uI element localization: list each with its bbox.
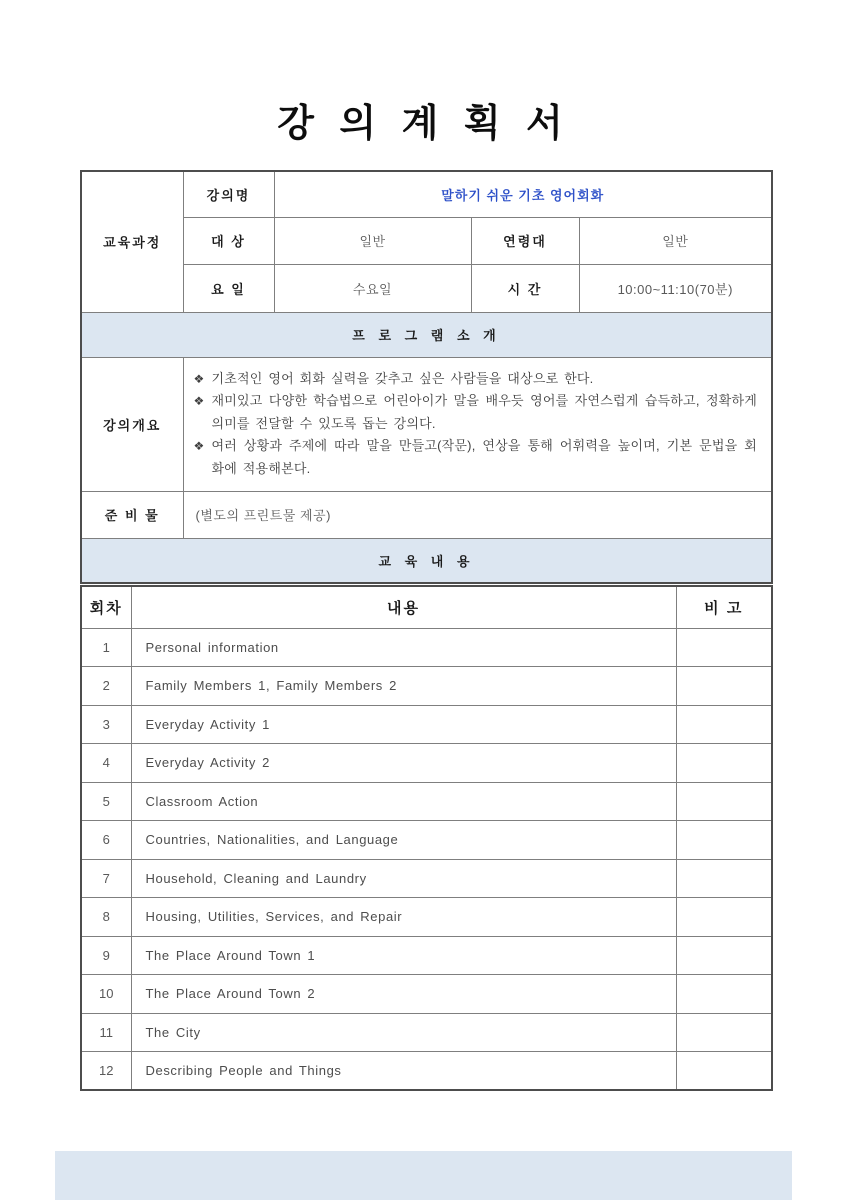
overview-content xyxy=(183,357,772,491)
footer-band xyxy=(55,1151,792,1200)
overview-item-text: 기초적인 영어 회화 실력을 갖추고 싶은 사람들을 대상으로 한다. xyxy=(211,371,594,387)
row-number: 11 xyxy=(81,1013,131,1052)
course-time-label: 시 간 xyxy=(471,264,579,312)
table-row xyxy=(81,667,772,706)
overview-item-text: 여러 상황과 주제에 따라 말을 만들고(작문), 연상을 통해 어휘력을 높이며, 기본 문법을 회화에 적용해본다. xyxy=(211,438,757,476)
row-note xyxy=(676,667,772,706)
row-number: 12 xyxy=(81,1052,131,1091)
diamond-bullet-icon: ❖ xyxy=(193,394,205,409)
course-day-value: 수요일 xyxy=(274,264,471,312)
curriculum-table xyxy=(80,585,773,1091)
column-header-note: 비 고 xyxy=(676,586,772,628)
course-section-label: 교육과정 xyxy=(81,171,183,312)
program-intro-banner: 프 로 그 램 소 개 xyxy=(81,312,772,357)
row-note xyxy=(676,859,772,898)
row-number: 1 xyxy=(81,628,131,667)
materials-label: 준 비 물 xyxy=(81,491,183,538)
row-content: The City xyxy=(131,1013,676,1052)
row-content: Describing People and Things xyxy=(131,1052,676,1091)
course-name-label: 강의명 xyxy=(183,171,274,217)
course-day-label: 요 일 xyxy=(183,264,274,312)
row-content: The Place Around Town 1 xyxy=(131,936,676,975)
table-row xyxy=(81,1052,772,1091)
row-number: 6 xyxy=(81,821,131,860)
row-content: Classroom Action xyxy=(131,782,676,821)
diamond-bullet-icon: ❖ xyxy=(193,439,205,454)
course-age-label: 연령대 xyxy=(471,217,579,264)
course-age-value: 일반 xyxy=(579,217,772,264)
overview-item-text: 재미있고 다양한 학습법으로 어린아이가 말을 배우듯 영어를 자연스럽게 습득하고, 정확하게 의미를 전달할 수 있도록 돕는 강의다. xyxy=(211,393,757,431)
table-row xyxy=(81,705,772,744)
row-content: The Place Around Town 2 xyxy=(131,975,676,1014)
curriculum-banner: 교 육 내 용 xyxy=(81,538,772,583)
column-header-no: 회차 xyxy=(81,586,131,628)
course-target-label: 대 상 xyxy=(183,217,274,264)
table-row xyxy=(81,782,772,821)
row-note xyxy=(676,705,772,744)
row-note xyxy=(676,628,772,667)
overview-label: 강의개요 xyxy=(81,357,183,491)
overview-item xyxy=(194,435,758,480)
course-name-value: 말하기 쉬운 기초 영어회화 xyxy=(274,171,772,217)
row-content: Housing, Utilities, Services, and Repair xyxy=(131,898,676,937)
document-title: 강 의 계 획 서 xyxy=(277,103,571,145)
diamond-bullet-icon: ❖ xyxy=(193,372,205,387)
row-content: Everyday Activity 2 xyxy=(131,744,676,783)
row-content: Household, Cleaning and Laundry xyxy=(131,859,676,898)
table-row xyxy=(81,975,772,1014)
row-note xyxy=(676,782,772,821)
row-number: 3 xyxy=(81,705,131,744)
materials-value: (별도의 프린트물 제공) xyxy=(183,491,772,538)
column-header-content: 내용 xyxy=(131,586,676,628)
row-note xyxy=(676,898,772,937)
row-number: 9 xyxy=(81,936,131,975)
row-note xyxy=(676,1013,772,1052)
table-row xyxy=(81,898,772,937)
overview-item xyxy=(194,390,758,435)
row-number: 8 xyxy=(81,898,131,937)
row-content: Countries, Nationalities, and Language xyxy=(131,821,676,860)
course-info-table xyxy=(80,170,773,584)
overview-item xyxy=(194,368,758,390)
row-number: 5 xyxy=(81,782,131,821)
row-number: 4 xyxy=(81,744,131,783)
table-row xyxy=(81,1013,772,1052)
table-row xyxy=(81,821,772,860)
row-number: 7 xyxy=(81,859,131,898)
row-note xyxy=(676,975,772,1014)
course-time-value: 10:00~11:10(70분) xyxy=(579,264,772,312)
table-row xyxy=(81,744,772,783)
row-note xyxy=(676,744,772,783)
row-note xyxy=(676,936,772,975)
row-note xyxy=(676,821,772,860)
table-row xyxy=(81,628,772,667)
table-row xyxy=(81,859,772,898)
row-number: 10 xyxy=(81,975,131,1014)
row-note xyxy=(676,1052,772,1091)
course-target-value: 일반 xyxy=(274,217,471,264)
row-content: Family Members 1, Family Members 2 xyxy=(131,667,676,706)
row-content: Everyday Activity 1 xyxy=(131,705,676,744)
row-content: Personal information xyxy=(131,628,676,667)
table-row xyxy=(81,936,772,975)
row-number: 2 xyxy=(81,667,131,706)
